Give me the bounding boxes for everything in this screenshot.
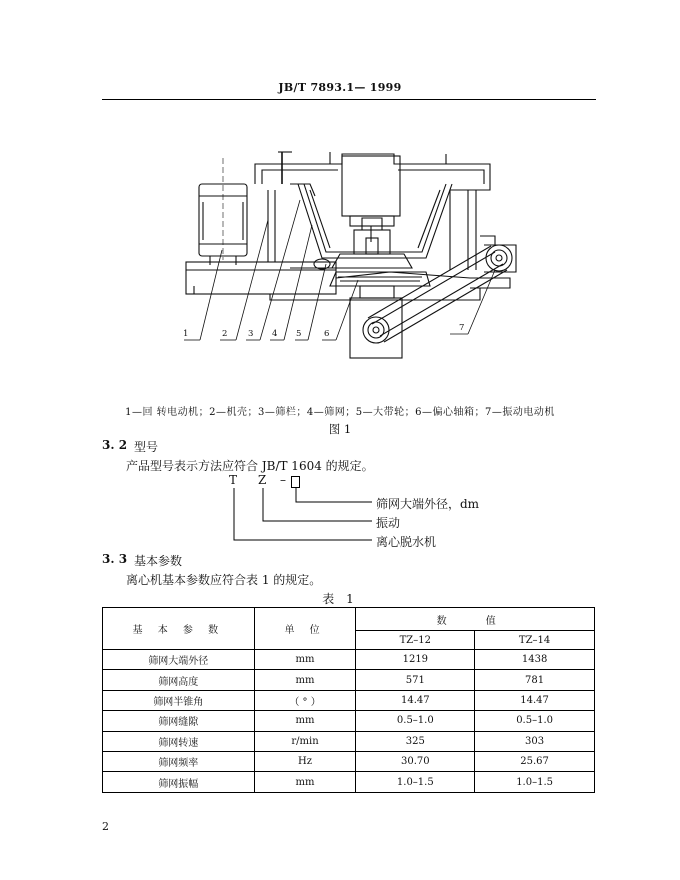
row-unit: Hz <box>254 751 356 771</box>
callout-2: 2 <box>222 329 228 339</box>
section-3-2-number: 3. 2 <box>102 438 128 452</box>
row-value-2: 1438 <box>475 650 595 670</box>
row-value-2: 14.47 <box>475 690 595 710</box>
table-row <box>103 772 595 792</box>
callout-5: 5 <box>296 329 302 339</box>
callout-7: 7 <box>459 323 465 333</box>
table-row <box>103 690 595 710</box>
section-3-2-text: 产品型号表示方法应符合 JB/T 1604 的规定。 <box>126 459 374 473</box>
section-3-3-number: 3. 3 <box>102 552 128 566</box>
callout-4: 4 <box>272 329 278 339</box>
row-name: 筛网缝隙 <box>103 711 255 731</box>
row-value-1: 1.0–1.5 <box>356 772 475 792</box>
code-desc-diameter: 筛网大端外径，dm <box>376 497 480 511</box>
row-name: 筛网转速 <box>103 731 255 751</box>
row-unit: mm <box>254 650 356 670</box>
row-unit: mm <box>254 772 356 792</box>
figure-label: 图 1 <box>328 422 352 436</box>
row-value-2: 0.5–1.0 <box>475 711 595 731</box>
code-desc-vibration: 振动 <box>376 516 401 530</box>
feed-box-shape <box>342 156 400 242</box>
header-rule <box>102 99 596 100</box>
table-row <box>103 670 595 690</box>
table-row <box>103 751 595 771</box>
row-value-1: 325 <box>356 731 475 751</box>
parameter-table <box>102 607 595 793</box>
model-code-z: Z <box>258 473 267 487</box>
table-row <box>103 711 595 731</box>
model-code-dash: – <box>280 473 286 487</box>
row-name: 筛网大端外径 <box>103 650 255 670</box>
header-unit: 单 位 <box>254 608 356 650</box>
row-value-1: 30.70 <box>356 751 475 771</box>
rotary-motor-shape <box>199 158 247 265</box>
row-value-1: 1219 <box>356 650 475 670</box>
row-unit: mm <box>254 711 356 731</box>
row-value-1: 0.5–1.0 <box>356 711 475 731</box>
row-value-1: 571 <box>356 670 475 690</box>
header-model-1: TZ–12 <box>356 631 475 650</box>
page-header: JB/T 7893.1— 1999 <box>278 81 402 94</box>
section-3-3-text: 离心机基本参数应符合表 1 的规定。 <box>126 573 322 587</box>
figure-legend: 1—回 转电动机；2—机壳；3—筛栏；4—筛网；5—大带轮；6—偏心轴箱；7—振动电动机 <box>125 407 555 418</box>
row-unit: （ ° ） <box>254 690 356 710</box>
table-title: 表 1 <box>322 592 358 606</box>
callout-6: 6 <box>324 329 330 339</box>
callout-1: 1 <box>183 329 189 339</box>
section-3-3-title: 基本参数 <box>134 554 183 568</box>
row-name: 筛网高度 <box>103 670 255 690</box>
row-unit: mm <box>254 670 356 690</box>
row-unit: r/min <box>254 731 356 751</box>
centrifuge-drawing <box>150 130 540 400</box>
header-model-2: TZ–14 <box>475 631 595 650</box>
model-code-t: T <box>229 473 238 487</box>
row-value-2: 781 <box>475 670 595 690</box>
row-name: 筛网半锥角 <box>103 690 255 710</box>
code-desc-centrifuge: 离心脱水机 <box>376 535 437 549</box>
page-number: 2 <box>102 820 109 833</box>
row-value-1: 14.47 <box>356 690 475 710</box>
section-3-2-title: 型号 <box>134 440 159 454</box>
row-name: 筛网振幅 <box>103 772 255 792</box>
row-value-2: 1.0–1.5 <box>475 772 595 792</box>
large-pulley-shape <box>290 259 350 269</box>
row-value-2: 303 <box>475 731 595 751</box>
screen-cone-shape <box>290 184 452 258</box>
row-value-2: 25.67 <box>475 751 595 771</box>
table-row <box>103 731 595 751</box>
header-value: 数 值 <box>356 608 595 631</box>
header-parameter: 基 本 参 数 <box>103 608 255 650</box>
row-name: 筛网频率 <box>103 751 255 771</box>
model-code-box <box>291 476 300 488</box>
table-row <box>103 650 595 670</box>
callout-3: 3 <box>248 329 254 339</box>
